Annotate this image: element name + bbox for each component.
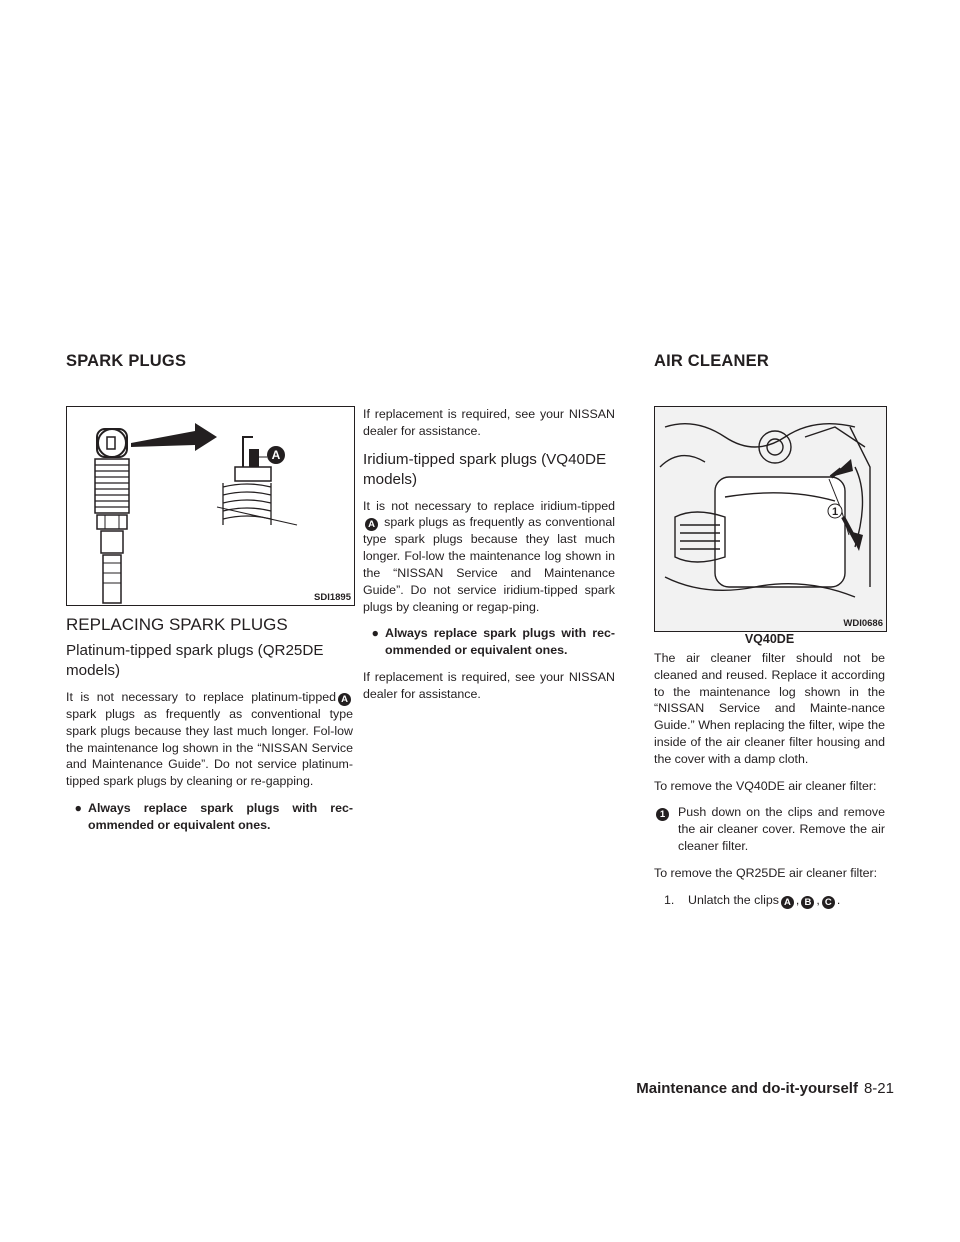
spark-plug-illustration bbox=[67, 407, 354, 605]
arrow-icon bbox=[131, 423, 217, 451]
section-header-spark-plugs: SPARK PLUGS bbox=[66, 352, 187, 370]
circle-a-icon: A bbox=[365, 518, 378, 531]
callout-1-label: 1 bbox=[831, 506, 839, 518]
circle-b-icon: B bbox=[801, 896, 814, 909]
column-left bbox=[66, 614, 353, 844]
paragraph-intro: If replacement is required, see your NISSAN dealer for assistance. bbox=[363, 407, 615, 438]
separator: , bbox=[795, 892, 800, 907]
list-item bbox=[654, 892, 885, 909]
separator: , bbox=[816, 892, 820, 907]
paragraph-vq40de-heading: To remove the VQ40DE air cleaner filter: bbox=[654, 778, 877, 793]
callout-a-label: A bbox=[271, 448, 281, 462]
step-text: Push down on the clips and remove the air cleaner cover. Remove the air cleaner filter. bbox=[678, 805, 885, 853]
subheading-iridium: Iridium-tipped spark plugs (VQ40DE models) bbox=[363, 450, 607, 488]
spark-plug-figure bbox=[66, 406, 355, 606]
bullet-text: Always replace spark plugs with rec-ommended or equivalent ones. bbox=[385, 626, 615, 658]
figure-code-right: WDI0686 bbox=[843, 618, 883, 629]
circle-a-icon: A bbox=[338, 693, 351, 706]
bullet-item bbox=[363, 625, 615, 659]
paragraph-outro: If replacement is required, see your NISSAN dealer for assistance. bbox=[363, 669, 615, 701]
bullet-icon: ● bbox=[74, 800, 82, 815]
figure-caption-vq40de: VQ40DE bbox=[744, 632, 795, 646]
circle-c-icon: C bbox=[822, 896, 835, 909]
bullet-icon: ● bbox=[371, 626, 379, 641]
section-header-air-cleaner: AIR CLEANER bbox=[654, 352, 769, 370]
period: . bbox=[836, 892, 841, 907]
heading-replacing-spark-plugs: REPLACING SPARK PLUGS bbox=[66, 615, 288, 634]
list-number: 1. bbox=[664, 892, 675, 907]
circle-a-icon: A bbox=[781, 896, 794, 909]
paragraph-text: spark plugs as frequently as conventional type spark plugs because they last much longer. Fol-low the maintenance log shown in the “NISSAN Service and Maintenance Guide”. Do not service iridium-tipped spark plugs by cleaning or regap-ping. bbox=[363, 515, 615, 614]
paragraph-qr25de-heading: To remove the QR25DE air cleaner filter: bbox=[654, 865, 878, 880]
air-cleaner-figure bbox=[654, 406, 887, 632]
column-middle bbox=[363, 406, 615, 713]
paragraph-text: It is not necessary to replace iridium-tipped bbox=[363, 498, 615, 513]
paragraph-text: It is not necessary to replace platinum-tipped bbox=[66, 690, 336, 704]
footer-section-title: Maintenance and do-it-yourself bbox=[636, 1080, 858, 1097]
paragraph-platinum bbox=[66, 689, 353, 790]
step-item bbox=[654, 804, 885, 854]
page-number: 8-21 bbox=[863, 1080, 894, 1097]
paragraph-text: spark plugs as frequently as conventional type spark plugs because they last much longer. Fol-low the maintenance log shown in the “NISSAN Service and Maintenance Guide”. Do not service platinum-tipped spark plugs by cleaning or re-gapping. bbox=[66, 707, 353, 789]
column-right bbox=[654, 650, 885, 919]
list-text-label: Unlatch the clips bbox=[688, 892, 779, 907]
paragraph-filter-info: The air cleaner filter should not be cleaned and reused. Replace it according to the maintenance log shown in the “NISSAN Service and Mainte-nance Guide.” When replacing the filter, wipe the inside of the air cleaner filter housing and the cover with a damp cloth. bbox=[654, 651, 885, 766]
bullet-text: Always replace spark plugs with rec-ommended or equivalent ones. bbox=[88, 800, 353, 832]
page-footer bbox=[636, 1080, 894, 1097]
subheading-platinum: Platinum-tipped spark plugs (QR25DE models) bbox=[66, 642, 324, 679]
figure-code-left: SDI1895 bbox=[314, 592, 351, 603]
paragraph-iridium bbox=[363, 498, 615, 616]
engine-bay-illustration bbox=[655, 407, 886, 631]
list-text bbox=[688, 892, 885, 909]
circle-1-icon: 1 bbox=[656, 808, 669, 821]
bullet-item bbox=[66, 800, 353, 834]
